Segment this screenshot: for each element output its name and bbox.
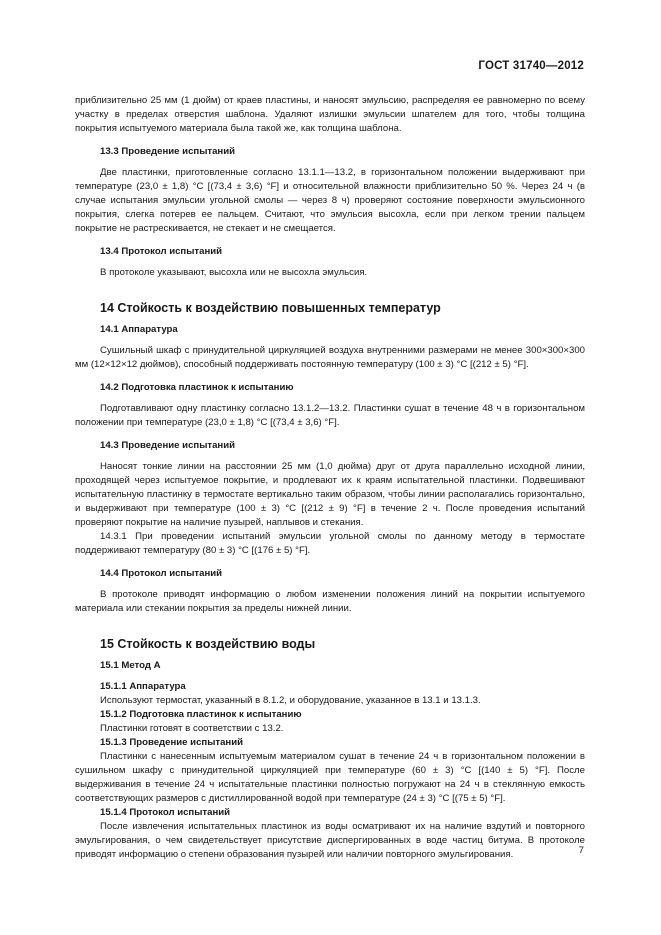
paragraph-15-1-2: Пластинки готовят в соответствии с 13.2. [100,723,284,734]
page-body [75,94,585,862]
heading-14-2: 14.2 Подготовка пластинок к испытанию [100,382,294,393]
paragraph-13-3: Две пластинки, приготовленные согласно 13.1.1—13.2, в горизонтальном положении выдерживают при температуре (23,0 ± 1,8) °C [(73,4 ± 3,6) °F] и относительной влажности приблизительно 50 %. Через 24 ч (в случае испытания эмульсии угольной смолы — через 8 ч) проверяют состояние поверхности эмульсионного покрытия, слегка потерев ее пальцем. Считают, что эмульсия высохла, если при легком трении пальцем покрытие не растрескивается, не стекает и не смещается. [75,167,585,234]
paragraph-14-4: В протоколе приводят информацию о любом изменении положения линий на покрытии испытуемого материала или стекании покрытия за пределы нижней линии. [75,589,585,614]
heading-13-3: 13.3 Проведение испытаний [100,146,236,157]
paragraph-15-1-3: Пластинки с нанесенным испытуемым материалом сушат в течение 24 ч в горизонтальном положении в сушильном шкафу с принудительной циркуляцией при температуре (60 ± 3) °C [(140 ± 5) °F]. После выдерживания в течение 24 ч испытательные пластинки полностью погружают на 24 ч в стеклянную емкость соответствующих размеров с дистиллированной водой при температуре (24 ± 3) °C [(75 ± 5) °F]. [75,751,585,804]
heading-15-1-4: 15.1.4 Протокол испытаний [100,807,231,818]
heading-15-1-1: 15.1.1 Аппаратура [100,681,186,692]
paragraph-14-3-1: 14.3.1 При проведении испытаний эмульсии угольной смолы по данному методу в термостате поддерживают температуру (80 ± 3) °C [(176 ± 5) °F]. [75,531,585,556]
heading-13-4: 13.4 Протокол испытаний [100,246,223,257]
paragraph-15-1-1: Используют термостат, указанный в 8.1.2, и оборудование, указанное в 13.1 и 13.1.3. [100,695,481,706]
heading-15-1-2: 15.1.2 Подготовка пластинок к испытанию [100,709,302,720]
heading-14-4: 14.4 Протокол испытаний [100,568,223,579]
paragraph-15-1-4: После извлечения испытательных пластинок из воды осматривают их на наличие вздутий и повторного эмульгирования, о чем свидетельствует присутствие диспергированных в воде частиц битума. В протоколе приводят информацию о степени образования пузырей или наличии повторного эмульгирования. [75,821,585,860]
section-15-title: 15 Стойкость к воздействию воды [100,637,316,651]
paragraph-14-3: Наносят тонкие линии на расстоянии 25 мм (1,0 дюйма) друг от друга параллельно исходной линии, проходящей через испытуемое покрытие, и продлевают их к краям испытательной пластинки. Подвешивают испытательную пластинку в термостате вертикально таким образом, чтобы линии располагались горизонтально, и выдерживают при температуре (100 ± 3) °C [(212 ± 9) °F] в течение 2 ч. После проведения испытаний проверяют покрытие на наличие пузырей, наплывов и стекания. [75,461,585,528]
heading-15-1: 15.1 Метод А [100,660,161,671]
section-14-title: 14 Стойкость к воздействию повышенных температур [100,301,441,315]
paragraph-14-2: Подготавливают одну пластинку согласно 13.1.2—13.2. Пластинки сушат в течение 48 ч в горизонтальном положении при температуре (23,0 ± 1,8) °C [(73,4 ± 3,6) °F]. [75,403,585,428]
heading-14-1: 14.1 Аппаратура [100,324,178,335]
paragraph-intro: приблизительно 25 мм (1 дюйм) от краев пластины, и наносят эмульсию, распределяя ее равномерно по всему участку в пределах отверстия шаблона. Удаляют излишки эмульсии шпателем для того, чтобы толщина покрытия испытуемого материала была такой же, как толщина шаблона. [75,95,585,134]
heading-14-3: 14.3 Проведение испытаний [100,440,236,451]
page-number: 7 [578,845,584,856]
heading-15-1-3: 15.1.3 Проведение испытаний [100,737,244,748]
paragraph-13-4: В протоколе указывают, высохла или не высохла эмульсия. [100,267,368,278]
paragraph-14-1: Сушильный шкаф с принудительной циркуляцией воздуха внутренними размерами не менее 300×300×300 мм (12×12×12 дюймов), способный поддерживать постоянную температуру (100 ± 3) °C [(212 ± 5) °F]. [75,345,585,370]
standard-number: ГОСТ 31740—2012 [478,60,584,72]
